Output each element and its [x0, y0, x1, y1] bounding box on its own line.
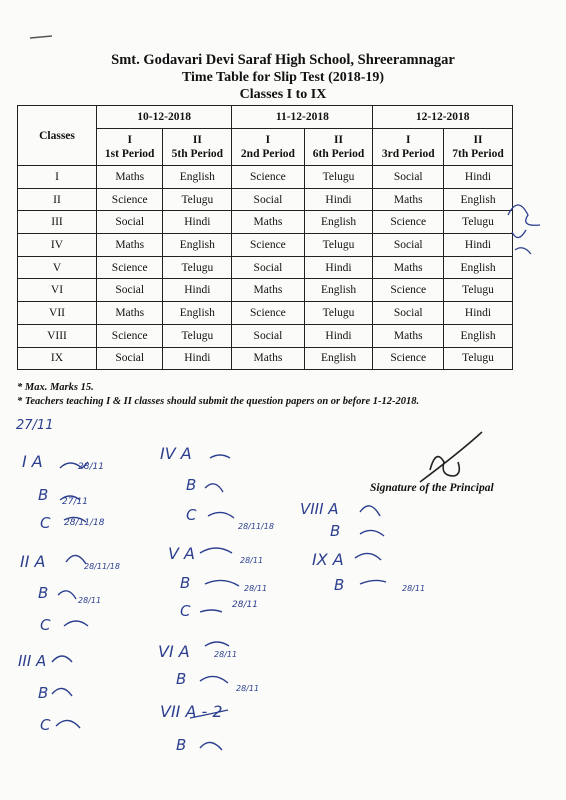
period-number: II	[334, 134, 343, 146]
subject-cell: Hindi	[304, 188, 373, 211]
corner-scribble	[30, 36, 52, 38]
note-max-marks: * Max. Marks 15.	[17, 382, 94, 393]
period-number: II	[192, 134, 202, 146]
document-subtitle: Classes I to IX	[239, 87, 327, 102]
hw-date-1a: 28/11	[78, 462, 104, 472]
subject-cell: Telugu	[444, 279, 513, 302]
subject-cell: Telugu	[304, 302, 373, 325]
class-cell: II	[18, 188, 97, 211]
hw-date-6b: 28/11	[236, 684, 260, 693]
hw-class-1a: I A	[22, 452, 43, 471]
hw-date-4c: 28/11/18	[238, 522, 274, 531]
subject-cell: English	[304, 211, 373, 234]
subject-cell: Social	[97, 211, 163, 234]
class-cell: IV	[18, 234, 97, 257]
period-number: II	[473, 134, 483, 146]
subject-cell: English	[444, 188, 513, 211]
subject-cell: Hindi	[444, 234, 513, 257]
hw-date-5b: 28/11	[244, 584, 268, 593]
hw-date-2a: 28/11/18	[84, 562, 120, 571]
subject-cell: Science	[232, 302, 304, 325]
hw-class-2a: II A	[20, 552, 46, 571]
period-name: 7th Period	[452, 148, 504, 160]
subject-cell: Science	[373, 347, 444, 370]
subject-cell: English	[304, 347, 373, 370]
subject-cell: Science	[373, 211, 444, 234]
signature-label: Signature of the Principal	[370, 482, 494, 494]
subject-cell: English	[163, 302, 232, 325]
hw-class-6a: VI A	[158, 642, 190, 661]
hw-class-8b: B	[330, 522, 341, 540]
subject-cell: Hindi	[304, 324, 373, 347]
hw-date-6a: 28/11	[214, 650, 238, 659]
hw-date-1b: 27/11	[62, 497, 88, 507]
hw-date-5a: 28/11	[240, 556, 264, 565]
subject-cell: English	[163, 166, 232, 189]
period-number: I	[406, 134, 411, 146]
subject-cell: Telugu	[163, 256, 232, 279]
hw-class-4a: IV A	[160, 444, 192, 463]
hw-class-1c: C	[40, 514, 51, 532]
period-name: 6th Period	[312, 148, 365, 160]
subject-cell: Telugu	[444, 211, 513, 234]
subject-cell: Science	[232, 166, 304, 189]
classes-column-header: Classes	[18, 106, 97, 166]
subject-cell: English	[444, 324, 513, 347]
hw-class-4b: B	[186, 476, 197, 494]
initials-scribble	[355, 506, 386, 584]
subject-cell: Hindi	[304, 256, 373, 279]
subject-cell: Maths	[232, 347, 304, 370]
period-name: 5th Period	[171, 148, 224, 160]
subject-cell: Hindi	[444, 166, 513, 189]
class-cell: VIII	[18, 324, 97, 347]
hw-class-9b: B	[334, 576, 345, 594]
class-cell: VII	[18, 302, 97, 325]
subject-cell: Hindi	[163, 347, 232, 370]
hw-class-5a: V A	[168, 544, 195, 563]
hw-class-3a: III A	[18, 652, 47, 670]
subject-cell: Social	[97, 279, 163, 302]
date-header: 12-12-2018	[373, 106, 513, 129]
subject-cell: Social	[232, 188, 304, 211]
class-cell: III	[18, 211, 97, 234]
period-name: 3rd Period	[381, 148, 435, 160]
class-cell: VI	[18, 279, 97, 302]
hw-class-3c: C	[40, 716, 51, 734]
subject-cell: Social	[373, 302, 444, 325]
hw-date-2b: 28/11	[78, 596, 102, 605]
subject-cell: Science	[232, 234, 304, 257]
handwritten-note: 27/11	[16, 418, 54, 433]
hw-class-4c: C	[186, 506, 197, 524]
subject-cell: Maths	[97, 302, 163, 325]
hw-class-6b: B	[176, 670, 187, 688]
subject-cell: Maths	[97, 234, 163, 257]
note-submission: * Teachers teaching I & II classes should submit the question papers on or before 1-12-2018.	[17, 396, 420, 407]
hw-class-5c: C	[180, 602, 191, 620]
hw-class-7a: VII A - 2	[160, 702, 223, 721]
hw-class-2b: B	[38, 584, 49, 602]
date-header: 10-12-2018	[97, 106, 232, 129]
subject-cell: English	[304, 279, 373, 302]
hw-date-5c: 28/11	[232, 600, 258, 610]
subject-cell: Social	[97, 347, 163, 370]
subject-cell: Social	[373, 166, 444, 189]
subject-cell: Social	[232, 256, 304, 279]
class-cell: I	[18, 166, 97, 189]
subject-cell: English	[163, 234, 232, 257]
period-number: I	[265, 134, 271, 146]
subject-cell: Telugu	[304, 166, 373, 189]
subject-cell: Social	[232, 324, 304, 347]
subject-cell: Hindi	[163, 211, 232, 234]
subject-cell: English	[444, 256, 513, 279]
margin-initials	[508, 205, 540, 254]
subject-cell: Telugu	[304, 234, 373, 257]
subject-cell: Science	[97, 256, 163, 279]
school-name: Smt. Godavari Devi Saraf High School, Shreeramnagar	[111, 52, 455, 68]
class-cell: V	[18, 256, 97, 279]
subject-cell: Telugu	[163, 188, 232, 211]
period-number: I	[127, 134, 132, 146]
subject-cell: Maths	[373, 256, 444, 279]
subject-cell: Science	[373, 279, 444, 302]
hw-class-2c: C	[40, 616, 51, 634]
hw-date-1c: 28/11/18	[64, 518, 105, 528]
hw-class-5b: B	[180, 574, 191, 592]
subject-cell: Maths	[232, 279, 304, 302]
subject-cell: Social	[373, 234, 444, 257]
hw-class-3b: B	[38, 684, 49, 702]
subject-cell: Telugu	[163, 324, 232, 347]
hw-class-7b: B	[176, 736, 187, 754]
class-cell: IX	[18, 347, 97, 370]
date-header: 11-12-2018	[232, 106, 373, 129]
hw-class-1b: B	[38, 486, 49, 504]
hw-class-9a: IX A	[312, 550, 344, 569]
hw-date-9b: 28/11	[402, 584, 426, 593]
document-title: Time Table for Slip Test (2018-19)	[181, 70, 385, 85]
subject-cell: Science	[97, 188, 163, 211]
principal-signature	[420, 432, 482, 482]
subject-cell: Maths	[97, 166, 163, 189]
hw-class-8a: VIII A	[300, 500, 339, 518]
subject-cell: Science	[97, 324, 163, 347]
period-name: 2nd Period	[240, 148, 295, 160]
subject-cell: Telugu	[444, 347, 513, 370]
subject-cell: Hindi	[163, 279, 232, 302]
subject-cell: Maths	[373, 188, 444, 211]
subject-cell: Hindi	[444, 302, 513, 325]
subject-cell: Maths	[232, 211, 304, 234]
period-name: 1st Period	[104, 148, 155, 160]
subject-cell: Maths	[373, 324, 444, 347]
